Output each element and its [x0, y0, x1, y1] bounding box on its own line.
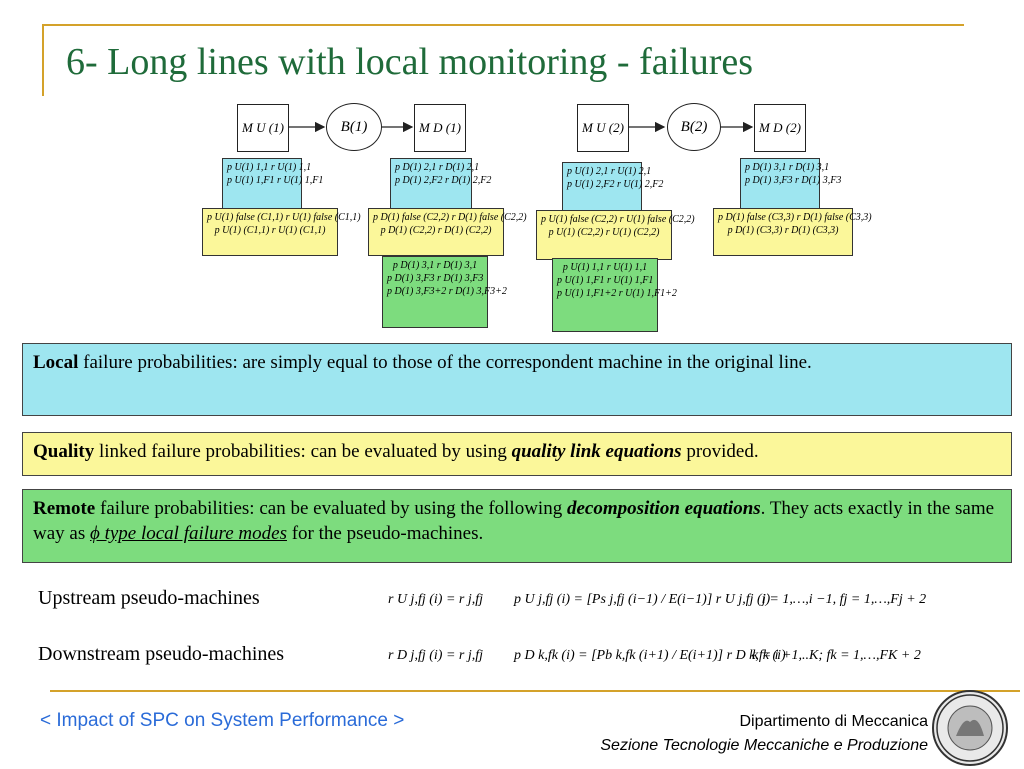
downstream-label: Downstream pseudo-machines [38, 643, 285, 665]
local-prob-block-md1: p D(1) 2,1 r D(1) 2,1 p D(1) 2,F2 r D(1) 2,F2 [390, 158, 472, 210]
quality-prob-block-mu2: p U(1) false (C2,2) r U(1) false (C2,2) p U(1) (C2,2) r U(1) (C2,2) [536, 210, 672, 260]
local-prob-block-mu2: p U(1) 2,1 r U(1) 2,1 p U(1) 2,F2 r U(1) 2,F2 [562, 162, 642, 212]
local-prob-block-mu1: p U(1) 1,1 r U(1) 1,1 p U(1) 1,F1 r U(1) 1,F1 [222, 158, 302, 210]
downstream-eq-r: r D j,fj (i) = r j,fj [388, 648, 484, 663]
machine-md1: M D (1) [414, 104, 466, 152]
machine-md2: M D (2) [754, 104, 806, 152]
buffer-b2: B(2) [667, 103, 721, 151]
machine-mu2: M U (2) [577, 104, 629, 152]
downstream-eq-p: p D k,fk (i) = [Pb k,fk (i+1) / E(i+1)] r D k,fk (i) [514, 648, 786, 663]
upstream-eq-r: r U j,fj (i) = r j,fj [388, 592, 484, 607]
remote-prob-block-md1: p D(1) 3,1 r D(1) 3,1 p D(1) 3,F3 r D(1) 3,F3 p D(1) 3,F3+2 r D(1) 3,F3+2 [382, 256, 488, 328]
local-prob-block-md2: p D(1) 3,1 r D(1) 3,1 p D(1) 3,F3 r D(1) 3,F3 [740, 158, 820, 210]
buffer-b1: B(1) [326, 103, 382, 151]
remote-panel: Remote failure probabilities: can be evaluated by using the following decomposition equations. They acts exactly in the same way as ϕ type local failure modes for the pseudo-machines. [22, 489, 1012, 563]
footer-section: Sezione Tecnologie Meccaniche e Produzione [600, 737, 928, 754]
quality-panel: Quality linked failure probabilities: can be evaluated by using quality link equations provided. [22, 432, 1012, 476]
footer-rule [50, 690, 1020, 692]
footer-department: Dipartimento di Meccanica [739, 713, 928, 730]
quality-prob-block-md2: p D(1) false (C3,3) r D(1) false (C3,3) p D(1) (C3,3) r D(1) (C3,3) [713, 208, 853, 256]
downstream-eq-range: k = i +1,..K; fk = 1,…,FK + 2 [752, 648, 921, 663]
quality-prob-block-mu1: p U(1) false (C1,1) r U(1) false (C1,1) p U(1) (C1,1) r U(1) (C1,1) [202, 208, 338, 256]
upstream-eq-range: j = 1,…,i −1, fj = 1,…,Fj + 2 [762, 592, 927, 607]
upstream-eq-p: p U j,fj (i) = [Ps j,fj (i−1) / E(i−1)] r U j,fj (i) [514, 592, 771, 607]
machine-mu1: M U (1) [237, 104, 289, 152]
slide-title: 6- Long lines with local monitoring - failures [66, 41, 754, 83]
phi-failure-modes-link[interactable]: ϕ type local failure modes [89, 523, 287, 544]
footer-course-link[interactable]: < Impact of SPC on System Performance > [40, 710, 405, 731]
politecnico-seal-icon [932, 690, 1008, 766]
local-panel: Local failure probabilities: are simply equal to those of the correspondent machine in the original line. [22, 343, 1012, 416]
remote-prob-block-mu2: p U(1) 1,1 r U(1) 1,1 p U(1) 1,F1 r U(1) 1,F1 p U(1) 1,F1+2 r U(1) 1,F1+2 [552, 258, 658, 332]
quality-prob-block-md1: p D(1) false (C2,2) r D(1) false (C2,2) p D(1) (C2,2) r D(1) (C2,2) [368, 208, 504, 256]
upstream-label: Upstream pseudo-machines [38, 587, 260, 609]
